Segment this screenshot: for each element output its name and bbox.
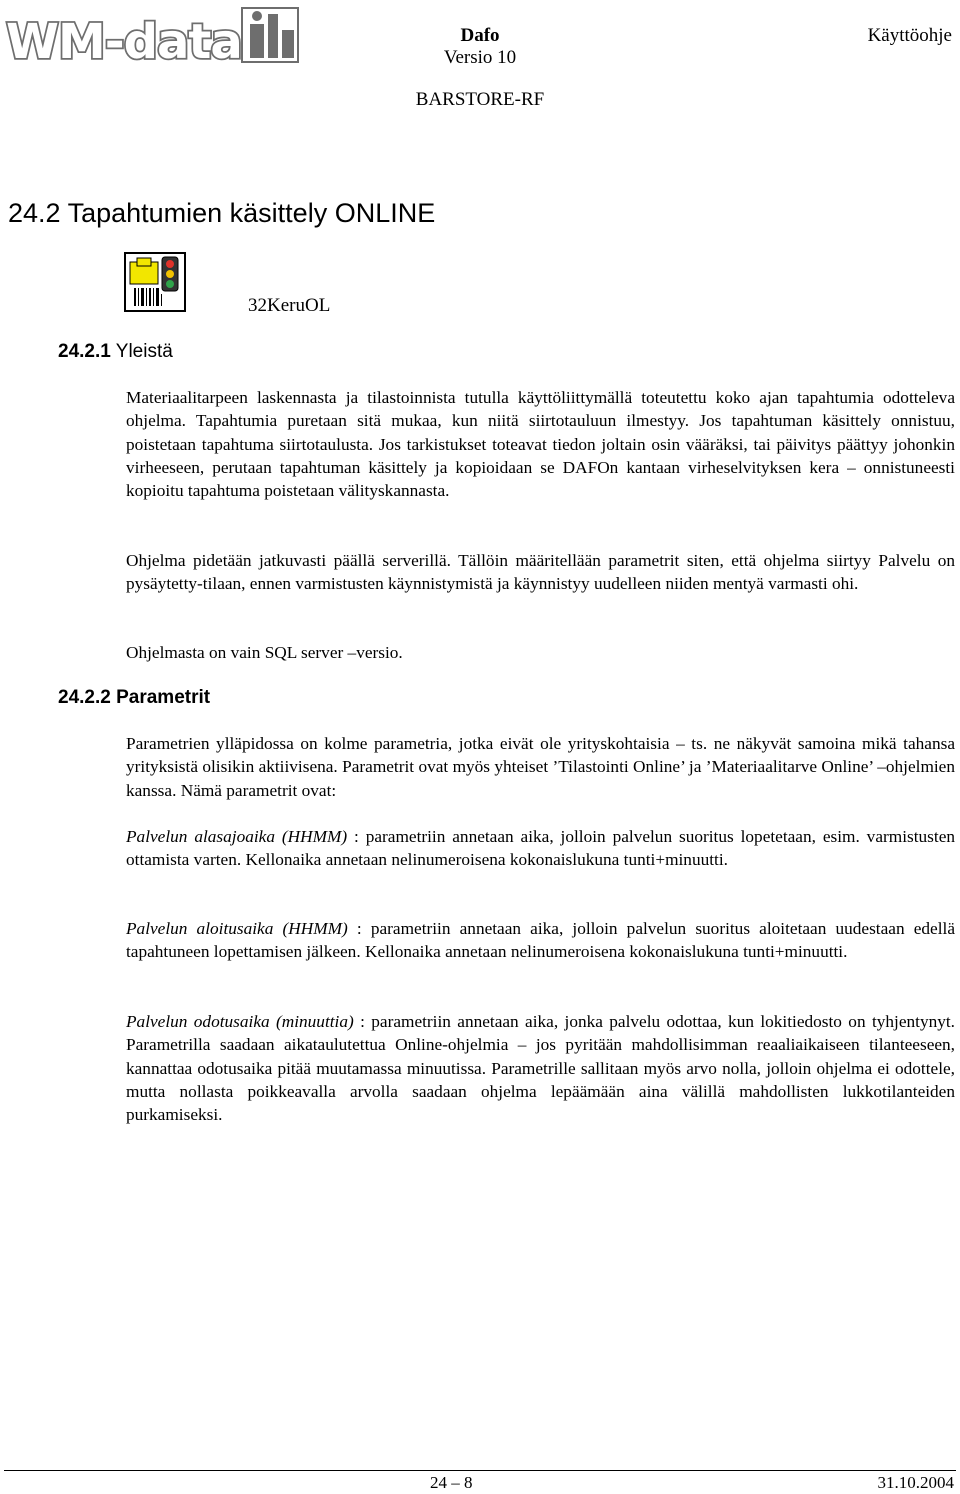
parameter-term: Palvelun alasajoaika (HHMM) bbox=[126, 827, 348, 846]
subsection-number: 24.2.1 bbox=[58, 341, 111, 362]
subsection-yleista-heading bbox=[58, 340, 173, 364]
parameter-term: Palvelun odotusaika (minuuttia) bbox=[126, 1012, 354, 1031]
footer-divider bbox=[4, 1470, 956, 1471]
program-code: 32KeruOL bbox=[248, 295, 331, 316]
parameter-description: : parametriin annetaan aika, jolloin palvelun suoritus lopetetaan, esim. varmistusten ottamista varten. Kellonaika annetaan nelinumeroisena kokonaislukuna tunti+minuutti. bbox=[126, 827, 956, 870]
subsection-title: Yleistä bbox=[115, 341, 173, 362]
header-product: Dafo bbox=[460, 25, 500, 46]
parameter-term: Palvelun aloitusaika (HHMM) bbox=[126, 919, 348, 938]
subsection-parametrit-heading bbox=[58, 686, 210, 710]
parameter-description: : parametriin annetaan aika, jonka palvelu odottaa, kun lokitiedosto on tyhjentynyt. Parametrilla saadaan aikataulutettua Online-ohjelmia – jos pyritään mahdollisimman reaaliaikaiseen tilanteeseen, kannattaa odotusaika pitää muutamassa minuutissa. Parametrille sallitaan myös arvo nolla, jolloin ohjelma ei odottele, mutta nollasta poikkeavalla arvolla saadaan ohjelma lepäämään aina välillä mahdollisten lukkotilanteiden purkamiseksi. bbox=[126, 1012, 955, 1125]
svg-text:WM-data: WM-data bbox=[6, 14, 242, 68]
wm-data-logo bbox=[4, 2, 316, 68]
footer-date: 31.10.2004 bbox=[877, 1473, 954, 1492]
footer-page-number: 24 – 8 bbox=[430, 1473, 473, 1492]
paragraph-overview: Materiaalitarpeen laskennasta ja tilastoinnista tutulla käyttöliittymällä toteutettu koko ajan tapahtumia odotteleva ohjelma. Tapahtumia puretaan sitä mukaa, kun niitä siirtotauluun ilmestyy. Jos tapahtuman käsittely onnistuu, poistetaan tapahtuma siirtotaulusta. Jos tarkistukset toteavat tiedon joltain osin vääräksi, tai päivitys päättyy johonkin virheeseen, perutaan tapahtuman käsittely ja kopioidaan se DAFOn kantaan virheselvityksen kera – onnistuneesti kopioitu tapahtuma poistetaan välityskannasta. bbox=[126, 388, 955, 501]
paragraph-parameters-intro: Parametrien ylläpidossa on kolme parametria, jotka eivät ole yrityskohtaisia – ts. ne näkyvät samoina mikä tahansa yrityksistä olisikin aktiivisena. Parametrit ovat myös yhteiset ’Tilastointi Online’ ja ’Materiaalitarve Online’ –ohjelmien kanssa. Nämä parametrit ovat: bbox=[126, 734, 955, 800]
parameter-description: : parametriin annetaan aika, jolloin palvelun suoritus aloitetaan uudestaan edellä tapahtuneen lopettamisen jälkeen. Kellonaika annetaan nelinumeroisena kokonaislukuna tunti+minuutti. bbox=[126, 919, 955, 962]
section-title: 24.2 Tapahtumien käsittely ONLINE bbox=[8, 198, 436, 228]
header-doc-type: Käyttöohje bbox=[867, 25, 952, 46]
header-version: Versio 10 bbox=[443, 47, 517, 68]
traffic-light-barcode-icon bbox=[124, 252, 186, 312]
header-module: BARSTORE-RF bbox=[415, 89, 545, 110]
paragraph-server: Ohjelma pidetään jatkuvasti päällä serverillä. Tällöin määritellään parametrit siten, että ohjelma siirtyy Palvelu on pysäytetty-tilaan, ennen varmistusten käynnistymistä ja käynnistyy uudelleen niiden mentyä varmasti ohi. bbox=[126, 551, 955, 594]
paragraph-start-time bbox=[126, 917, 955, 964]
subsection-title: Parametrit bbox=[116, 687, 211, 708]
subsection-number: 24.2.2 bbox=[58, 687, 111, 708]
paragraph-shutdown-time bbox=[126, 825, 955, 872]
paragraph-sql-version: Ohjelmasta on vain SQL server –versio. bbox=[126, 643, 403, 662]
paragraph-wait-time bbox=[126, 1010, 955, 1126]
